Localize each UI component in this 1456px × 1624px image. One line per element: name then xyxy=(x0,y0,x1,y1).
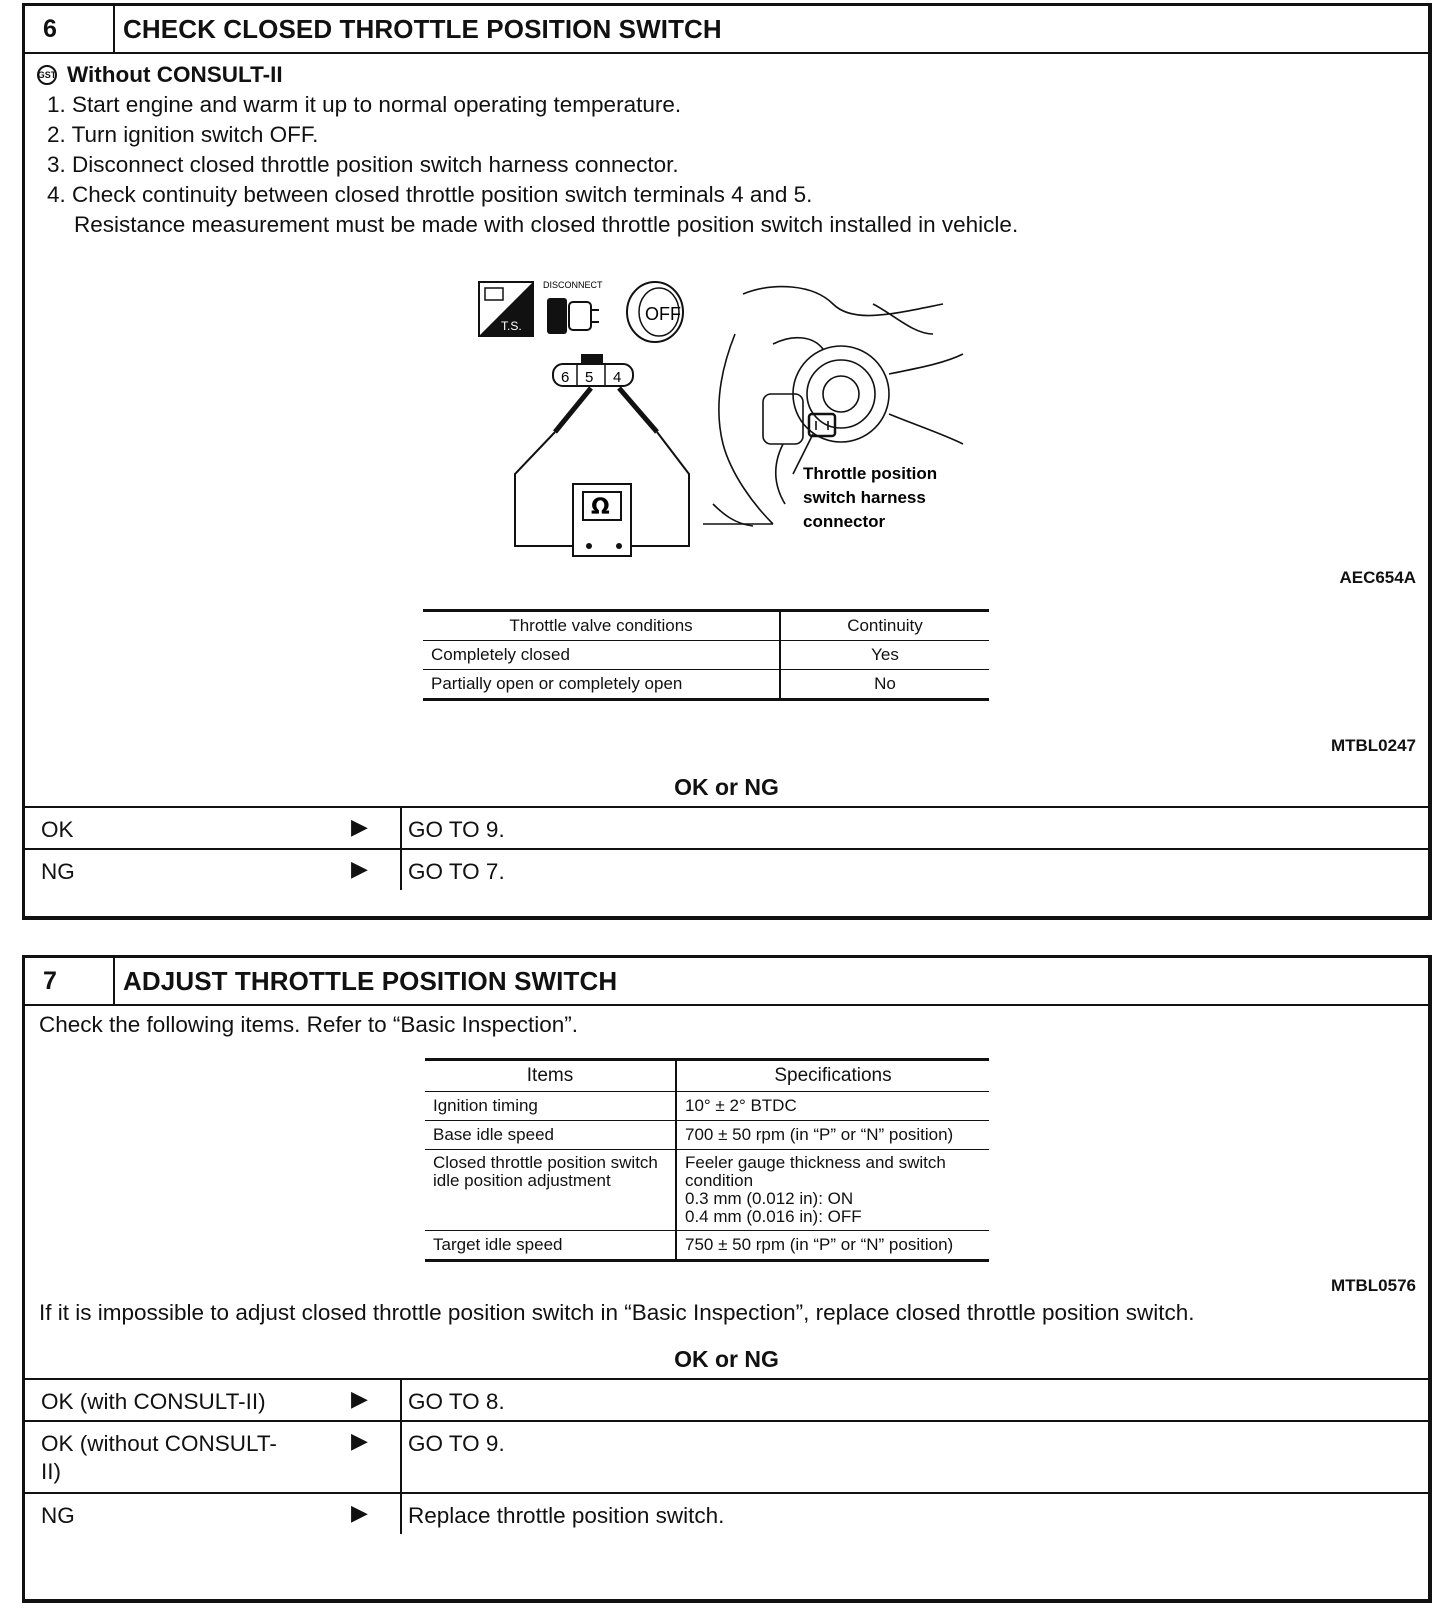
result-row-ok-without-consult[interactable] xyxy=(25,1420,1428,1494)
terminal-5: 5 xyxy=(585,369,594,386)
result-condition: OK (with CONSULT-II) xyxy=(41,1389,266,1414)
terminal-4: 4 xyxy=(613,369,622,386)
callout-label xyxy=(803,464,937,531)
arrow-right-icon: ▶ xyxy=(351,1500,368,1525)
table-header-row xyxy=(423,611,989,641)
step-item: 4. Check continuity between closed throttle position switch terminals 4 and 5. xyxy=(47,182,813,207)
table-row xyxy=(423,641,989,670)
step-title: CHECK CLOSED THROTTLE POSITION SWITCH xyxy=(123,14,722,44)
table-ref: MTBL0247 xyxy=(1330,736,1416,755)
gst-icon: GST xyxy=(37,65,57,85)
result-row-ng[interactable] xyxy=(25,848,1428,890)
table-row xyxy=(425,1121,989,1150)
callout-line-2: switch harness xyxy=(803,488,926,507)
callout-line-3: connector xyxy=(803,512,886,531)
table-row xyxy=(423,670,989,700)
ts-icon xyxy=(479,282,533,336)
table-cell: Feeler gauge thickness and switch condition 0.3 mm (0.012 in): ON 0.4 mm (0.016 in): OFF xyxy=(676,1150,989,1231)
table-cell: No xyxy=(780,670,989,700)
table-header: Items xyxy=(425,1060,676,1092)
table-cell: Ignition timing xyxy=(425,1092,676,1121)
step-intro: Check the following items. Refer to “Basic Inspection”. xyxy=(39,1012,578,1037)
table-cell: 10° ± 2° BTDC xyxy=(676,1092,989,1121)
table-row xyxy=(425,1150,989,1231)
step-header xyxy=(25,6,1428,54)
table-cell: 750 ± 50 rpm (in “P” or “N” position) xyxy=(676,1231,989,1261)
figure-ref: AEC654A xyxy=(1339,568,1416,587)
off-label: OFF xyxy=(645,304,681,324)
table-cell: Base idle speed xyxy=(425,1121,676,1150)
arrow-right-icon: ▶ xyxy=(351,856,368,881)
column-divider xyxy=(400,1422,402,1494)
result-row-ok-with-consult[interactable] xyxy=(25,1378,1428,1422)
ohmmeter-icon xyxy=(573,484,631,556)
table-cell: Yes xyxy=(780,641,989,670)
step-number: 7 xyxy=(25,958,115,1004)
procedure-lead xyxy=(37,60,283,90)
disconnect-icon xyxy=(543,280,603,334)
result-action: GO TO 9. xyxy=(408,1431,505,1456)
step-number: 6 xyxy=(25,6,115,52)
arrow-right-icon: ▶ xyxy=(351,814,368,839)
table-header: Specifications xyxy=(676,1060,989,1092)
column-divider xyxy=(400,808,402,850)
table-cell: Partially open or completely open xyxy=(423,670,780,700)
step-note: If it is impossible to adjust closed throttle position switch in “Basic Inspection”, replace closed throttle position switch. xyxy=(39,1300,1195,1325)
step-header xyxy=(25,958,1428,1006)
column-divider xyxy=(400,850,402,890)
table-cell: Target idle speed xyxy=(425,1231,676,1261)
table-cell: Completely closed xyxy=(423,641,780,670)
ok-ng-label: OK or NG xyxy=(674,774,779,800)
continuity-table xyxy=(423,609,989,701)
table-header-row xyxy=(425,1060,989,1092)
ignition-off-icon xyxy=(627,282,683,342)
table-ref: MTBL0576 xyxy=(1330,1276,1416,1295)
table-header: Continuity xyxy=(780,611,989,641)
table-row xyxy=(425,1092,989,1121)
ts-label: T.S. xyxy=(501,319,522,333)
lead-text: Without CONSULT-II xyxy=(67,62,283,87)
result-condition: NG xyxy=(41,1503,75,1528)
disconnect-label: DISCONNECT xyxy=(543,280,603,290)
table-row xyxy=(425,1231,989,1261)
column-divider xyxy=(400,1380,402,1422)
result-row-ok[interactable] xyxy=(25,806,1428,850)
result-action: GO TO 9. xyxy=(408,817,505,842)
step-item: 1. Start engine and warm it up to normal operating temperature. xyxy=(47,92,682,117)
ok-ng-label: OK or NG xyxy=(674,1346,779,1372)
table-header: Throttle valve conditions xyxy=(423,611,780,641)
arrow-right-icon: ▶ xyxy=(351,1428,368,1453)
result-action: GO TO 8. xyxy=(408,1389,505,1414)
step-item: 2. Turn ignition switch OFF. xyxy=(47,122,319,147)
table-cell: Closed throttle position switch idle position adjustment xyxy=(425,1150,676,1231)
result-action: GO TO 7. xyxy=(408,859,505,884)
result-action: Replace throttle position switch. xyxy=(408,1503,725,1528)
result-condition: OK (without CONSULT- II) xyxy=(41,1431,277,1484)
result-row-ng[interactable] xyxy=(25,1492,1428,1534)
specifications-table xyxy=(425,1058,989,1262)
step-item: 3. Disconnect closed throttle position switch harness connector. xyxy=(47,152,679,177)
column-divider xyxy=(400,1494,402,1534)
terminal-6: 6 xyxy=(561,369,570,386)
callout-line-1: Throttle position xyxy=(803,464,938,483)
result-condition: OK xyxy=(41,817,74,842)
result-condition: NG xyxy=(41,859,75,884)
switch-connector xyxy=(553,354,633,386)
step-list xyxy=(47,90,1018,240)
ohm-symbol: Ω xyxy=(591,495,610,520)
table-cell: 700 ± 50 rpm (in “P” or “N” position) xyxy=(676,1121,989,1150)
step-6-panel xyxy=(22,3,1432,920)
arrow-right-icon: ▶ xyxy=(351,1386,368,1411)
step-title: ADJUST THROTTLE POSITION SWITCH xyxy=(123,966,618,996)
step-note: Resistance measurement must be made with closed throttle position switch installed in vehicle. xyxy=(74,212,1019,237)
step-7-panel xyxy=(22,955,1432,1603)
continuity-check-illustration xyxy=(473,274,973,564)
